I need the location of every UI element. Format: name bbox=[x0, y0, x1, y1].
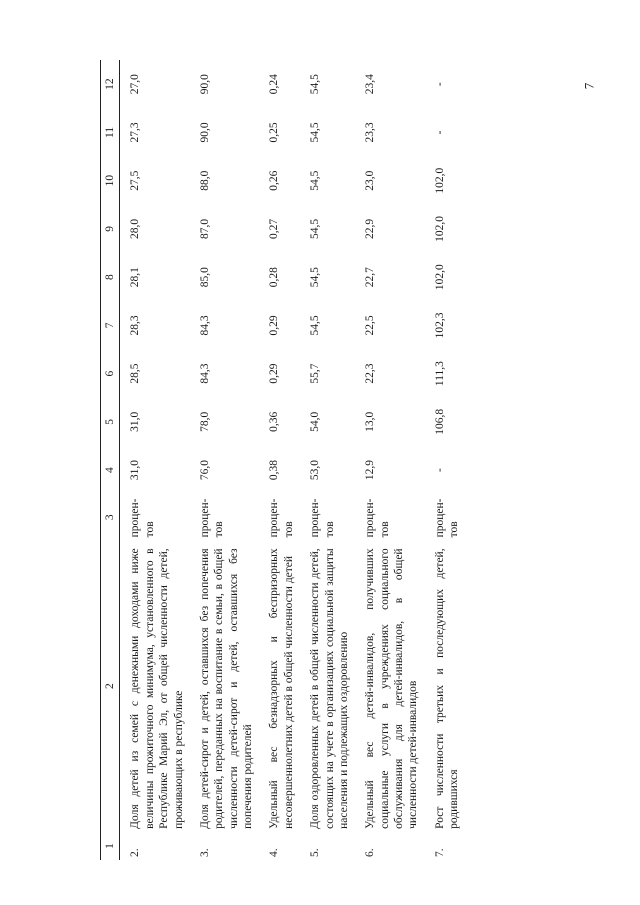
row-value: 31,0 bbox=[129, 411, 142, 432]
row-value: 13,0 bbox=[364, 411, 377, 432]
table-row bbox=[355, 60, 425, 860]
row-value: 76,0 bbox=[198, 460, 211, 481]
column-header: 7 bbox=[101, 301, 120, 349]
row-value: 54,5 bbox=[309, 218, 322, 239]
column-header: 10 bbox=[101, 157, 120, 205]
column-header: 2 bbox=[101, 540, 120, 831]
row-value: 90,0 bbox=[198, 122, 211, 143]
row-value: 84,3 bbox=[198, 315, 211, 336]
row-value: 78,0 bbox=[198, 411, 211, 432]
row-description: Удельный вес безнадзорных и беспризорных несовершеннолетних детей в общей численности детей bbox=[268, 548, 295, 829]
row-value: 54,5 bbox=[309, 315, 322, 336]
row-value: 111,3 bbox=[433, 361, 446, 387]
row-value: 28,0 bbox=[129, 218, 142, 239]
table-row bbox=[120, 60, 190, 860]
row-value: 55,7 bbox=[309, 363, 322, 384]
row-value: 28,3 bbox=[129, 315, 142, 336]
column-header: 6 bbox=[101, 349, 120, 397]
row-number: 4. bbox=[268, 848, 281, 857]
table-row bbox=[300, 60, 355, 860]
row-value: - bbox=[433, 468, 446, 472]
row-unit: процен-тов bbox=[433, 498, 461, 538]
indicators-table bbox=[100, 60, 466, 860]
row-unit: процен-тов bbox=[129, 498, 156, 538]
row-value: 31,0 bbox=[129, 460, 142, 481]
table-row bbox=[425, 60, 466, 860]
row-unit: процен-тов bbox=[364, 498, 391, 538]
row-unit: процен-тов bbox=[268, 498, 295, 538]
row-value: 85,0 bbox=[198, 267, 211, 288]
row-number: 6. bbox=[364, 848, 377, 857]
row-number: 7. bbox=[433, 848, 446, 857]
row-value: 0,29 bbox=[268, 363, 281, 384]
row-value: 0,26 bbox=[268, 170, 281, 191]
table-row bbox=[190, 60, 260, 860]
row-value: 54,5 bbox=[309, 122, 322, 143]
row-description: Доля детей из семей с денежными доходами ниже величины прожиточного минимума, установленного в Республике Марий Эл, от общей численности детей, проживающих в республике bbox=[129, 548, 185, 829]
row-value: 102,0 bbox=[433, 167, 446, 194]
row-number: 3. bbox=[198, 848, 211, 857]
row-value: 84,3 bbox=[198, 363, 211, 384]
row-value: 0,29 bbox=[268, 315, 281, 336]
row-value: 0,24 bbox=[268, 74, 281, 95]
column-header: 3 bbox=[101, 494, 120, 540]
column-header: 11 bbox=[101, 108, 120, 156]
row-value: 22,5 bbox=[364, 315, 377, 336]
column-header: 9 bbox=[101, 205, 120, 253]
row-description: Доля оздоровленных детей в общей численности детей, состоящих на учете в организациях социальной защиты населения и подлежащих оздоровлению bbox=[309, 548, 350, 829]
table-row bbox=[259, 60, 300, 860]
column-header: 5 bbox=[101, 398, 120, 446]
row-value: 53,0 bbox=[309, 460, 322, 481]
row-value: 102,0 bbox=[433, 264, 446, 291]
row-value: 106,8 bbox=[433, 408, 446, 435]
row-value: - bbox=[433, 82, 446, 87]
row-value: 54,5 bbox=[309, 170, 322, 191]
row-value: 12,9 bbox=[364, 460, 377, 481]
column-header: 4 bbox=[101, 446, 120, 494]
row-value: 0,28 bbox=[268, 267, 281, 288]
row-description: Удельный вес детей-инвалидов, получивших социальные услуги в учреждениях социального обслуживания для детей-инвалидов, в общей численности детей-инвалидов bbox=[364, 548, 420, 829]
row-unit: процен-тов bbox=[309, 498, 336, 538]
column-header: 8 bbox=[101, 253, 120, 301]
row-value: 23,4 bbox=[364, 74, 377, 95]
row-value: 54,0 bbox=[309, 411, 322, 432]
rotated-table-container bbox=[100, 60, 590, 860]
row-value: 27,0 bbox=[129, 74, 142, 95]
page-number: 7 bbox=[581, 82, 597, 90]
row-value: 23,0 bbox=[364, 170, 377, 191]
row-value: 22,3 bbox=[364, 363, 377, 384]
row-value: 54,5 bbox=[309, 74, 322, 95]
row-unit: процен-тов bbox=[198, 498, 226, 538]
row-description: Доля детей-сирот и детей, оставшихся без попечения родителей, переданных на воспитание в семьи, в общей численности детей-сирот и детей, оставшихся без попечения родителей bbox=[198, 548, 254, 829]
row-value: 27,3 bbox=[129, 122, 142, 143]
column-header: 12 bbox=[101, 60, 120, 108]
row-value: 54,5 bbox=[309, 267, 322, 288]
row-value: 0,27 bbox=[268, 218, 281, 239]
row-value: 90,0 bbox=[198, 74, 211, 95]
row-value: 22,7 bbox=[364, 267, 377, 288]
header-row bbox=[101, 60, 120, 860]
row-value: 88,0 bbox=[198, 170, 211, 191]
row-value: 87,0 bbox=[198, 218, 211, 239]
row-value: 102,3 bbox=[433, 312, 446, 339]
row-value: 22,9 bbox=[364, 218, 377, 239]
row-value: 23,3 bbox=[364, 122, 377, 143]
column-header: 1 bbox=[101, 832, 120, 860]
row-description: Рост численности третьих и последующих детей, родившихся bbox=[433, 548, 461, 829]
row-number: 5. bbox=[309, 848, 322, 857]
row-value: 27,5 bbox=[129, 170, 142, 191]
row-value: - bbox=[433, 130, 446, 135]
row-value: 28,1 bbox=[129, 267, 142, 288]
row-value: 102,0 bbox=[433, 215, 446, 242]
row-value: 0,36 bbox=[268, 411, 281, 432]
row-number: 2. bbox=[129, 848, 142, 857]
row-value: 28,5 bbox=[129, 363, 142, 384]
row-value: 0,38 bbox=[268, 460, 281, 481]
row-value: 0,25 bbox=[268, 122, 281, 143]
